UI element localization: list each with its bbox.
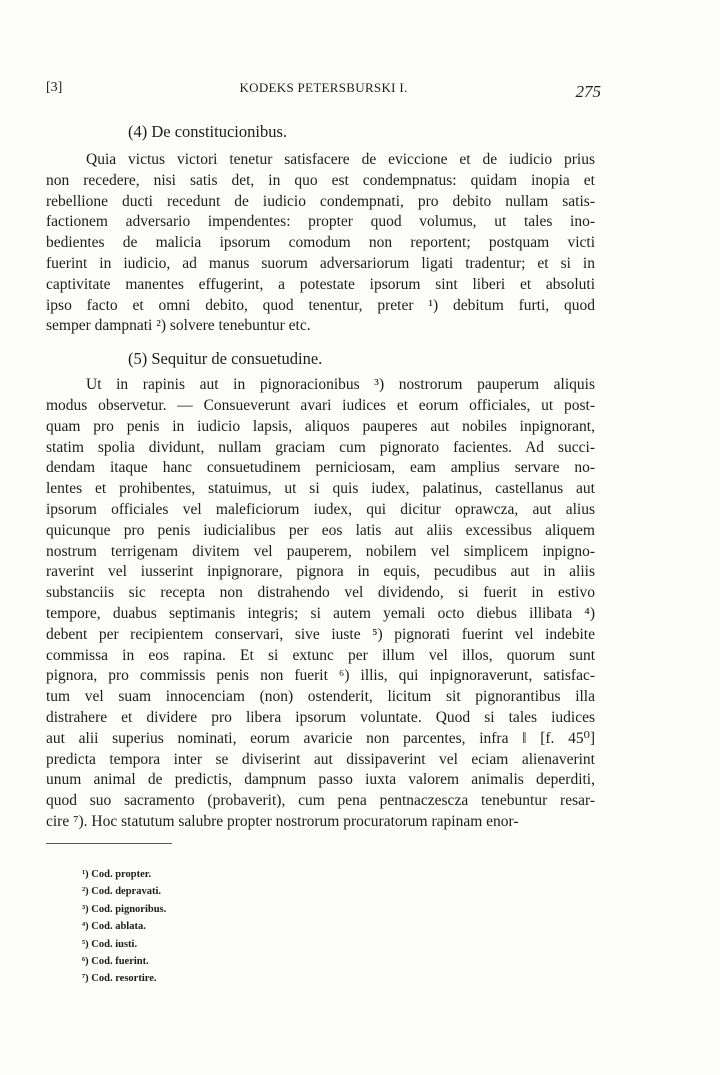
footnote-item: ²) Cod. depravati.	[82, 886, 161, 898]
main-text	[46, 120, 595, 833]
text-line: dendam itaque hanc consuetudinem perniciosam, eam amplius servare no-	[46, 459, 595, 477]
text-line: captivitate manentes effugerint, a potestate ipsorum sint liberi et absoluti	[46, 275, 595, 293]
paragraph-constitucionibus	[46, 150, 595, 337]
running-title: KODEKS PETERSBURSKI I.	[239, 80, 408, 95]
text-line: non recedere, nisi satis det, in quo est condempnatus: quidam inopia et	[46, 171, 595, 189]
footnote-item: ³) Cod. pignoribus.	[82, 903, 167, 915]
footnote-item: ⁴) Cod. ablata.	[82, 921, 146, 933]
section-heading-consuetudine: (5) Sequitur de consuetudine.	[128, 349, 323, 369]
text-line: semper dampnati ²) solvere tenebuntur etc.	[46, 317, 311, 335]
footnote-item: ⁵) Cod. iusti.	[82, 938, 138, 950]
text-line: quicunque pro penis iudicialibus per eos latis aut aliis excessibus aliquem	[46, 521, 595, 539]
footnotes	[82, 866, 166, 988]
text-line: nostrum terrigenam divitem vel pauperem, nobilem vel simplicem inpigno-	[46, 542, 595, 560]
text-line: predicta tempora inter se diviserint aut dissipaverint vel eciam alienaverint	[46, 750, 595, 768]
text-line: tum vel suam innocenciam (non) ostenderit, licitum sit pignorantibus illa	[46, 688, 595, 706]
text-line: Quia victus victori tenetur satisfacere de eviccione et de iudicio prius	[86, 151, 595, 168]
text-line: ipso facto et omni debito, quod tenentur, preter ¹) debitum furti, quod	[46, 296, 595, 314]
footnote-item: ⁶) Cod. fuerint.	[82, 956, 149, 968]
text-line: rebellione ducti recedunt de iudicio condempnati, pro debito nullam satis-	[46, 192, 595, 210]
text-line: aut alii superius nominati, eorum avaricie non parcentes, infra ‖ [f. 45⁰]	[46, 729, 595, 747]
text-line: raverint vel iusserint inpignorare, pignora in equis, pecudibus aut in aliis	[46, 563, 595, 581]
page-number: 275	[575, 82, 601, 101]
footnote-item: ¹) Cod. propter.	[82, 869, 152, 880]
text-line: cire ⁷). Hoc statutum salubre propter nostrorum procuratorum rapinam enor-	[46, 812, 519, 830]
text-line: tempore, duabus septimanis integris; si autem yemali octo diebus illibata ⁴)	[46, 604, 595, 622]
text-line: debent per recipientem conservari, sive iuste ⁵) pignorati fuerint vel indebite	[46, 625, 595, 643]
text-line: quod suo sacramento (probaverit), cum pena pentnaczescza tenebuntur resar-	[46, 792, 595, 810]
text-line: quam pro penis in iudicio lapsis, aliquos pauperes aut nobiles inpignorant,	[46, 417, 595, 435]
text-line: statim spolia dividunt, nullam graciam cum pignorato facientes. Ad succi-	[46, 438, 595, 456]
text-line: distrahere et dividere pro libera ipsorum voluntate. Quod si tales iudices	[46, 708, 595, 726]
text-line: commissa in eos rapina. Et si extunc per illum vel illos, quorum sunt	[46, 646, 595, 664]
text-line: fuerint in iudicio, ad manus suorum adversariorum ligati tradentur; et si in	[46, 254, 595, 272]
text-line: unum animal de predictis, dampnum passo iuxta valorem animalis deperditi,	[46, 771, 595, 789]
text-line: lentes et prohibentes, statuimus, ut si quis iudex, palatinus, castellanus aut	[46, 480, 595, 498]
folio-mark: [3]	[46, 80, 63, 95]
paragraph-consuetudine	[46, 375, 595, 833]
text-line: modus observetur. — Consueverunt avari iudices et eorum officiales, ut post-	[46, 396, 595, 414]
text-line: bedientes de malicia ipsorum comodum non reportent; postquam victi	[46, 234, 595, 252]
text-line: ipsorum officiales vel maleficiorum iudex, qui dicitur oprawcza, aut alius	[46, 500, 595, 518]
section-heading-constitucionibus: (4) De constitucionibus.	[128, 122, 288, 141]
footnote-item: ⁷) Cod. resortire.	[82, 973, 157, 985]
text-line: substanciis sic recepta non distrahendo vel dividendo, si fuerit in estivo	[46, 584, 595, 602]
text-line: Ut in rapinis aut in pignoracionibus ³) nostrorum pauperum aliquis	[86, 376, 595, 394]
page-header	[46, 80, 601, 104]
text-line: pignora, pro commissis penis non fuerit ⁶) illis, qui inpignoraverunt, satisfac-	[46, 667, 595, 685]
footnote-rule	[46, 843, 172, 844]
text-line: factionem adversario impendentes: propter quod volumus, ut tales ino-	[46, 213, 595, 231]
